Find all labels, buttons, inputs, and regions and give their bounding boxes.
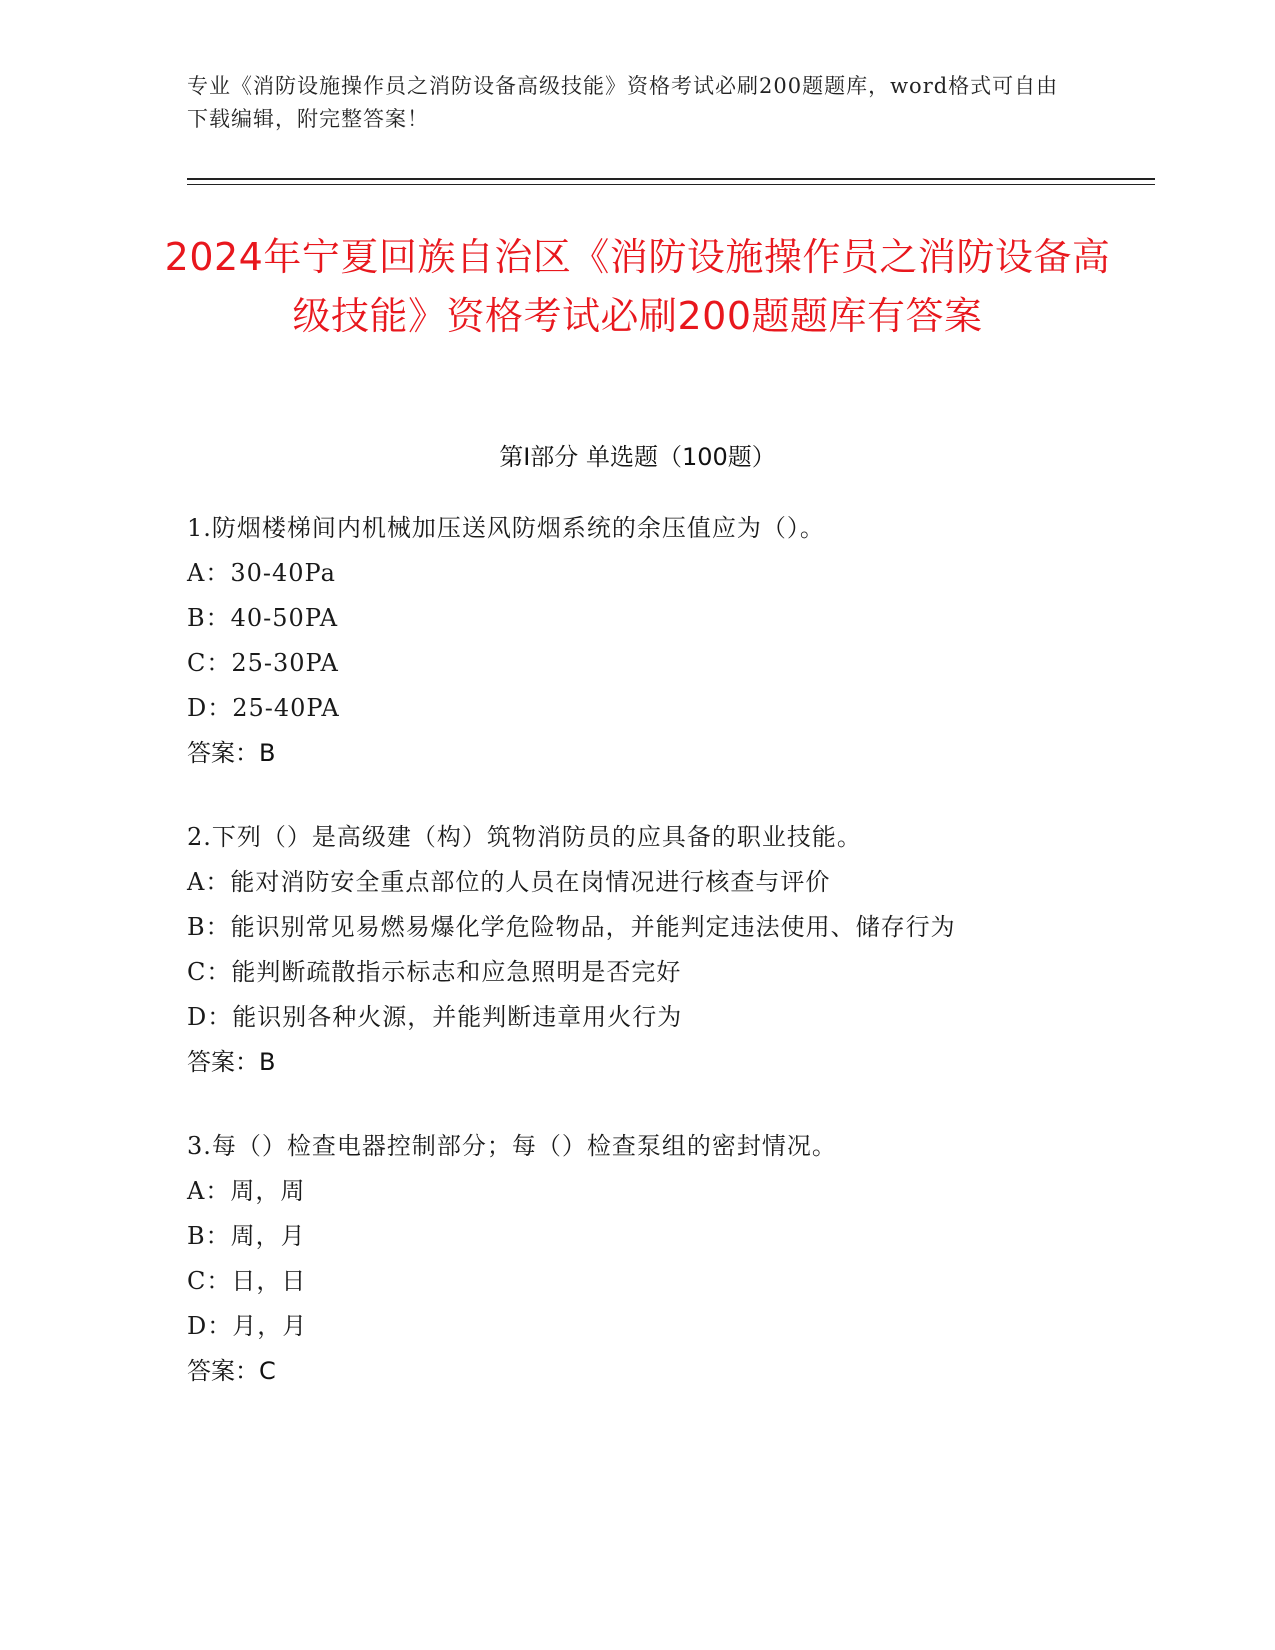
option-a: A：能对消防安全重点部位的人员在岗情况进行核查与评价 <box>187 868 831 896</box>
question-block <box>187 506 1107 776</box>
answer-line: 答案：C <box>187 1357 276 1385</box>
question-stem: 3.每（）检查电器控制部分；每（）检查泵组的密封情况。 <box>187 1132 837 1160</box>
option-c: C：25-30PA <box>187 649 339 677</box>
option-b: B：能识别常见易燃易爆化学危险物品，并能判定违法使用、储存行为 <box>187 913 956 941</box>
option-c: C：能判断疏散指示标志和应急照明是否完好 <box>187 958 682 986</box>
section-heading: 第Ⅰ部分 单选题（100题） <box>499 443 776 471</box>
question-block <box>187 815 1107 1085</box>
header-rule-thin <box>187 184 1155 185</box>
option-a: A：30-40Pa <box>187 559 336 587</box>
answer-line: 答案：B <box>187 1048 276 1076</box>
option-b: B：40-50PA <box>187 604 339 632</box>
document-title: 2024年宁夏回族自治区《消防设施操作员之消防设备高级技能》资格考试必刷200题题库有答案 <box>164 235 1111 338</box>
option-b: B：周，月 <box>187 1222 306 1250</box>
option-d: D：25-40PA <box>187 694 340 722</box>
option-a: A：周，周 <box>187 1177 306 1205</box>
option-d: D：能识别各种火源，并能判断违章用火行为 <box>187 1003 683 1031</box>
option-d: D：月，月 <box>187 1312 308 1340</box>
question-stem: 1.防烟楼梯间内机械加压送风防烟系统的余压值应为（）。 <box>187 514 825 542</box>
option-c: C：日，日 <box>187 1267 307 1295</box>
question-block <box>187 1124 1107 1394</box>
question-stem: 2.下列（）是高级建（构）筑物消防员的应具备的职业技能。 <box>187 823 862 851</box>
header-note: 专业《消防设施操作员之消防设备高级技能》资格考试必刷200题题库，word格式可自由下载编辑，附完整答案！ <box>187 74 1059 131</box>
answer-line: 答案：B <box>187 739 276 767</box>
header-rule-thick <box>187 178 1155 180</box>
